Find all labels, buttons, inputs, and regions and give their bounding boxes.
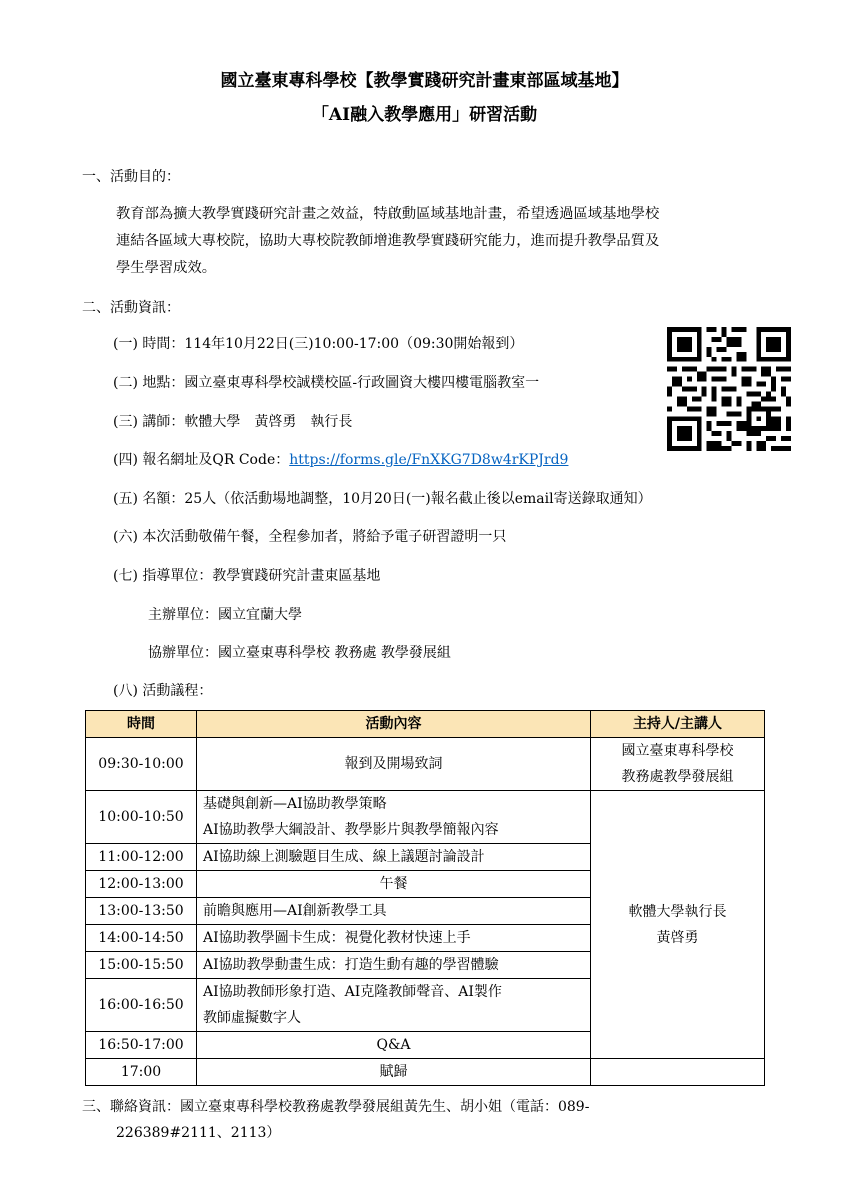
info-lunch: (六) 本次活動敬備午餐，全程參加者，將給予電子研習證明一只 bbox=[113, 529, 507, 545]
schedule-time: 12:00-13:00 bbox=[86, 871, 197, 898]
schedule-time: 11:00-12:00 bbox=[86, 844, 197, 871]
schedule-content: AI協助線上測驗題目生成、線上議題討論設計 bbox=[197, 844, 591, 871]
contact-line: 226389#2111、2113） bbox=[116, 1125, 281, 1141]
purpose-paragraph bbox=[116, 201, 776, 282]
schedule-time: 10:00-10:50 bbox=[86, 791, 197, 844]
content-line: AI協助教學大綱設計、教學影片與教學簡報內容 bbox=[203, 822, 499, 838]
schedule-header-time: 時間 bbox=[86, 711, 197, 738]
table-row bbox=[86, 1059, 765, 1086]
schedule-table bbox=[85, 710, 765, 1086]
content-line: 教師虛擬數字人 bbox=[203, 1010, 301, 1026]
schedule-content: AI協助教學圖卡生成：視覺化教材快速上手 bbox=[197, 925, 591, 952]
schedule-header-host: 主持人/主講人 bbox=[591, 711, 765, 738]
schedule-time: 16:50-17:00 bbox=[86, 1032, 197, 1059]
info-register bbox=[113, 449, 568, 469]
host-first-line: 國立臺東專科學校 bbox=[621, 743, 734, 759]
purpose-line: 學生學習成效。 bbox=[116, 260, 217, 276]
schedule-content: 午餐 bbox=[197, 871, 591, 898]
info-quota: (五) 名額：25人（依活動場地調整，10月20日(一)報名截止後以email寄送錄取通知） bbox=[113, 491, 652, 507]
schedule-host-main bbox=[591, 791, 765, 1059]
table-row bbox=[86, 791, 765, 844]
document-subtitle: 「AI融入教學應用」研習活動 bbox=[311, 105, 538, 125]
table-row bbox=[86, 738, 765, 791]
schedule-time: 14:00-14:50 bbox=[86, 925, 197, 952]
register-link[interactable]: https://forms.gle/FnXKG7D8w4rKPJrd9 bbox=[289, 452, 569, 468]
section-info-heading: 二、活動資訊： bbox=[82, 300, 180, 316]
schedule-header-content: 活動內容 bbox=[197, 711, 591, 738]
content-line: 基礎與創新—AI協助教學策略 bbox=[203, 796, 387, 812]
info-host: 主辦單位：國立宜蘭大學 bbox=[148, 607, 302, 623]
info-time: (一) 時間：114年10月22日(三)10:00-17:00（09:30開始報到） bbox=[113, 336, 524, 352]
purpose-line: 教育部為擴大教學實踐研究計畫之效益，特啟動區域基地計畫，希望透過區域基地學校 bbox=[116, 206, 660, 222]
contact-line: 三、聯絡資訊：國立臺東專科學校教務處教學發展組黃先生、胡小姐（電話：089- bbox=[82, 1099, 590, 1115]
register-label: (四) 報名網址及QR Code： bbox=[113, 452, 290, 468]
document-title: 國立臺東專科學校【教學實踐研究計畫東部區域基地】 bbox=[220, 71, 629, 91]
host-first-line: 教務處教學發展組 bbox=[621, 769, 734, 785]
schedule-content: 賦歸 bbox=[197, 1059, 591, 1086]
info-agenda-label: (八) 活動議程： bbox=[113, 683, 213, 699]
schedule-content: 報到及開場致詞 bbox=[197, 738, 591, 791]
host-main-line: 軟體大學執行長 bbox=[628, 903, 727, 920]
info-co-host: 協辦單位：國立臺東專科學校 教務處 教學發展組 bbox=[148, 645, 451, 661]
schedule-content bbox=[197, 979, 591, 1032]
schedule-time: 09:30-10:00 bbox=[86, 738, 197, 791]
schedule-time: 13:00-13:50 bbox=[86, 898, 197, 925]
host-main-line: 黃啓勇 bbox=[656, 929, 699, 946]
schedule-host-first bbox=[591, 738, 765, 791]
schedule-header-row bbox=[86, 711, 765, 738]
qr-code-icon[interactable] bbox=[667, 327, 791, 451]
schedule-content: 前瞻與應用—AI創新教學工具 bbox=[197, 898, 591, 925]
info-speaker: (三) 講師：軟體大學 黃啓勇 執行長 bbox=[113, 414, 353, 430]
info-guide: (七) 指導單位：教學實踐研究計畫東區基地 bbox=[113, 568, 381, 584]
schedule-content bbox=[197, 791, 591, 844]
schedule-time: 16:00-16:50 bbox=[86, 979, 197, 1032]
contact-info bbox=[82, 1094, 772, 1146]
content-line: AI協助教師形象打造、AI克隆教師聲音、AI製作 bbox=[203, 984, 502, 1000]
schedule-time: 17:00 bbox=[86, 1059, 197, 1086]
info-place: (二) 地點：國立臺東專科學校誠樸校區-行政圖資大樓四樓電腦教室一 bbox=[113, 375, 540, 391]
section-purpose-heading: 一、活動目的： bbox=[82, 169, 180, 185]
purpose-line: 連結各區域大專校院，協助大專校院教師增進教學實踐研究能力，進而提升教學品質及 bbox=[116, 233, 660, 249]
schedule-content: AI協助教學動畫生成：打造生動有趣的學習體驗 bbox=[197, 952, 591, 979]
schedule-time: 15:00-15:50 bbox=[86, 952, 197, 979]
schedule-content: Q&A bbox=[197, 1032, 591, 1059]
schedule-host-empty bbox=[591, 1059, 765, 1086]
